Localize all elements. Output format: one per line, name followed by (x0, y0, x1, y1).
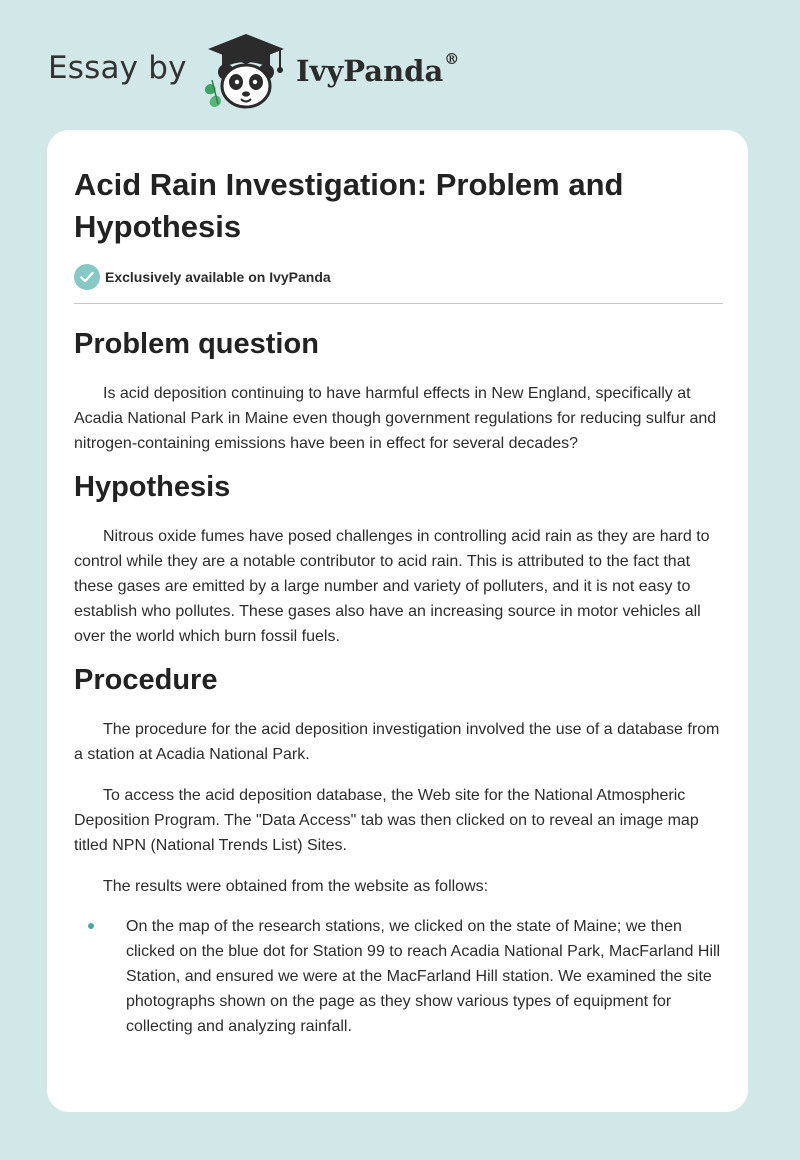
section-heading-procedure: Procedure (74, 664, 218, 696)
procedure-paragraph-2: To access the acid deposition database, the Web site for the National Atmospheric Deposition Program. The "Data Access" tab was then clicked on to reveal an image map titled NPN (National Trends List) Sites. (74, 787, 699, 854)
procedure-list (74, 914, 722, 1039)
exclusive-badge (74, 264, 331, 290)
procedure-paragraph-3: The results were obtained from the website as follows: (103, 878, 489, 895)
ivypanda-brand[interactable] (296, 50, 460, 88)
essay-by-label: Essay by (48, 50, 187, 86)
bullet-icon (88, 923, 94, 929)
section-heading-hypothesis: Hypothesis (74, 471, 231, 503)
registered-mark: ® (444, 50, 460, 68)
essay-title: Acid Rain Investigation: Problem and Hypothesis (74, 167, 624, 244)
exclusive-badge-text: Exclusively available on IvyPanda (105, 269, 331, 285)
site-header (0, 0, 800, 130)
procedure-paragraph-1: The procedure for the acid deposition investigation involved the use of a database from a station at Acadia National Park. (74, 721, 720, 763)
essay-card (47, 130, 748, 1112)
ivypanda-logo-icon[interactable] (198, 26, 294, 112)
section-heading-problem: Problem question (74, 328, 319, 360)
problem-paragraph: Is acid deposition continuing to have harmful effects in New England, specifically at Acadia National Park in Maine even though government regulations for reducing sulfur and nitrogen-containing emissions have been in effect for several decades? (74, 385, 717, 452)
essay-body (74, 322, 722, 1039)
hypothesis-paragraph: Nitrous oxide fumes have posed challenges in controlling acid rain as they are hard to control while they are a notable contributor to acid rain. This is attributed to the fact that these gases are emitted by a large number and variety of polluters, and it is not easy to establish who pollutes. These gases also have an increasing source in motor vehicles all over the world which burn fossil fuels. (74, 528, 710, 645)
list-item-text: On the map of the research stations, we clicked on the state of Maine; we then clicked on the blue dot for Station 99 to reach Acadia National Park, MacFarland Hill Station, and ensured we were at the MacFarland Hill station. We examined the site photographs shown on the page as they show various types of equipment for collecting and analyzing rainfall. (126, 918, 721, 1035)
list-item (74, 914, 722, 1039)
checkmark-icon (74, 264, 100, 290)
title-divider (74, 303, 723, 304)
brand-name: IvyPanda (296, 54, 444, 88)
